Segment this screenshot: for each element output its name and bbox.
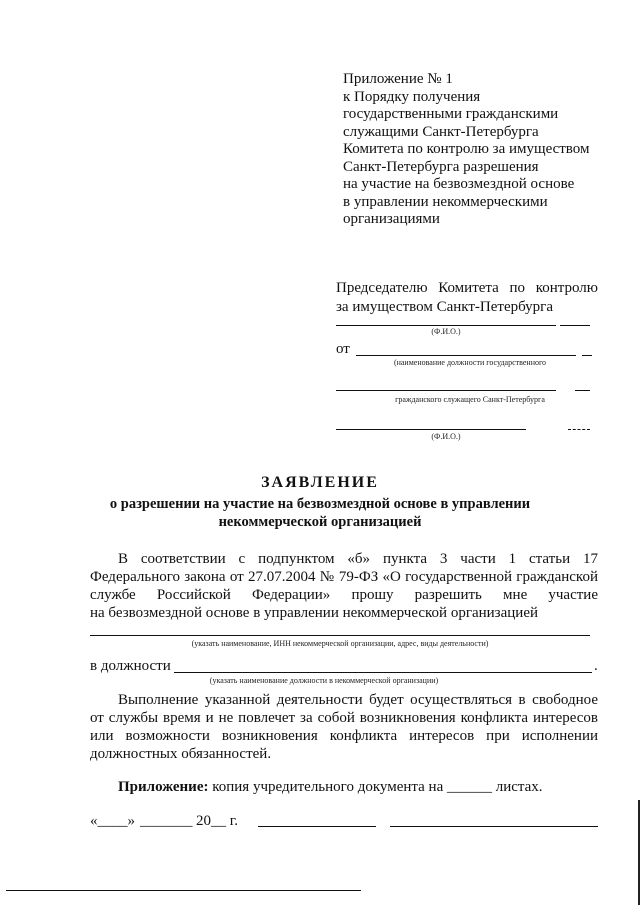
footer-rule bbox=[6, 890, 361, 891]
appendix-block bbox=[343, 71, 590, 229]
body-p1-line: В соответствии с подпунктом «б» пункта 3 части 1 статьи 17 bbox=[118, 551, 598, 567]
from-label: от bbox=[336, 341, 350, 357]
position-label: в должности bbox=[90, 658, 171, 674]
body-p2-line: или возможности возникновения конфликта интересов при исполнении bbox=[90, 728, 598, 744]
position-line-tail bbox=[582, 355, 592, 356]
fio-line-tail bbox=[560, 325, 590, 326]
name-line bbox=[390, 826, 598, 827]
date-open: «____» bbox=[90, 813, 135, 829]
fio-line-2-tail bbox=[568, 429, 590, 430]
position-end: . bbox=[594, 658, 598, 674]
fio-line-2 bbox=[336, 429, 526, 430]
attachment-label: Приложение: bbox=[118, 779, 209, 795]
appendix-line: к Порядку получения bbox=[343, 88, 481, 105]
appendix-line: в управлении некоммерческими bbox=[343, 193, 548, 210]
body-p2-line: Выполнение указанной деятельности будет осуществляться в свободное bbox=[118, 692, 598, 708]
servant-line bbox=[336, 390, 556, 391]
appendix-line: на участие на безвозмездной основе bbox=[343, 176, 575, 192]
org-position-line bbox=[174, 672, 592, 673]
position-caption: (наименование должности государственного bbox=[393, 358, 547, 367]
body-p1-line: службе Российской Федерации» прошу разрешить мне участие bbox=[90, 587, 598, 603]
document-subtitle-line-1: о разрешении на участие на безвозмездной основе в управлении bbox=[109, 496, 531, 512]
attachment-text: копия учредительного документа на ______ листах. bbox=[212, 779, 543, 795]
signature-line bbox=[258, 826, 376, 827]
appendix-line: служащими Санкт-Петербурга bbox=[343, 123, 539, 140]
servant-line-tail bbox=[575, 390, 590, 391]
org-position-caption: (указать наименование должности в некоммерческой организации) bbox=[209, 676, 439, 685]
appendix-line: организациями bbox=[343, 211, 440, 227]
fio-caption: (Ф.И.О.) bbox=[431, 327, 461, 336]
document-title: ЗАЯВЛЕНИЕ bbox=[261, 474, 379, 491]
appendix-line: Приложение № 1 bbox=[343, 71, 453, 87]
appendix-line: государственными гражданскими bbox=[343, 106, 559, 122]
appendix-line: Санкт-Петербурга разрешения bbox=[343, 158, 539, 175]
body-p2-line: от службы время и не повлечет за собой возникновения конфликта интересов bbox=[90, 710, 598, 726]
addressee-line-1: Председателю Комитета по контролю bbox=[336, 280, 598, 296]
document-subtitle-line-2: некоммерческой организацией bbox=[218, 514, 422, 530]
body-p2-line: должностных обязанностей. bbox=[90, 746, 272, 762]
organization-line bbox=[90, 635, 590, 636]
organization-caption: (указать наименование, ИНН некоммерческой организации, адрес, виды деятельности) bbox=[191, 639, 489, 648]
servant-caption: гражданского служащего Санкт-Петербурга bbox=[395, 395, 545, 404]
fio-line bbox=[336, 325, 556, 326]
date-month: _______ bbox=[140, 813, 193, 829]
body-p1-line: Федерального закона от 27.07.2004 № 79-ФЗ «О государственной гражданской bbox=[90, 569, 598, 585]
position-line bbox=[356, 355, 576, 356]
addressee-line-2: за имуществом Санкт-Петербурга bbox=[336, 299, 553, 315]
fio-caption-2: (Ф.И.О.) bbox=[431, 432, 461, 441]
body-p1-line: на безвозмездной основе в управлении некоммерческой организацией bbox=[90, 605, 539, 621]
appendix-line: Комитета по контролю за имуществом bbox=[343, 141, 590, 157]
attachment-line bbox=[118, 779, 543, 797]
date-year: 20__ г. bbox=[196, 813, 238, 829]
